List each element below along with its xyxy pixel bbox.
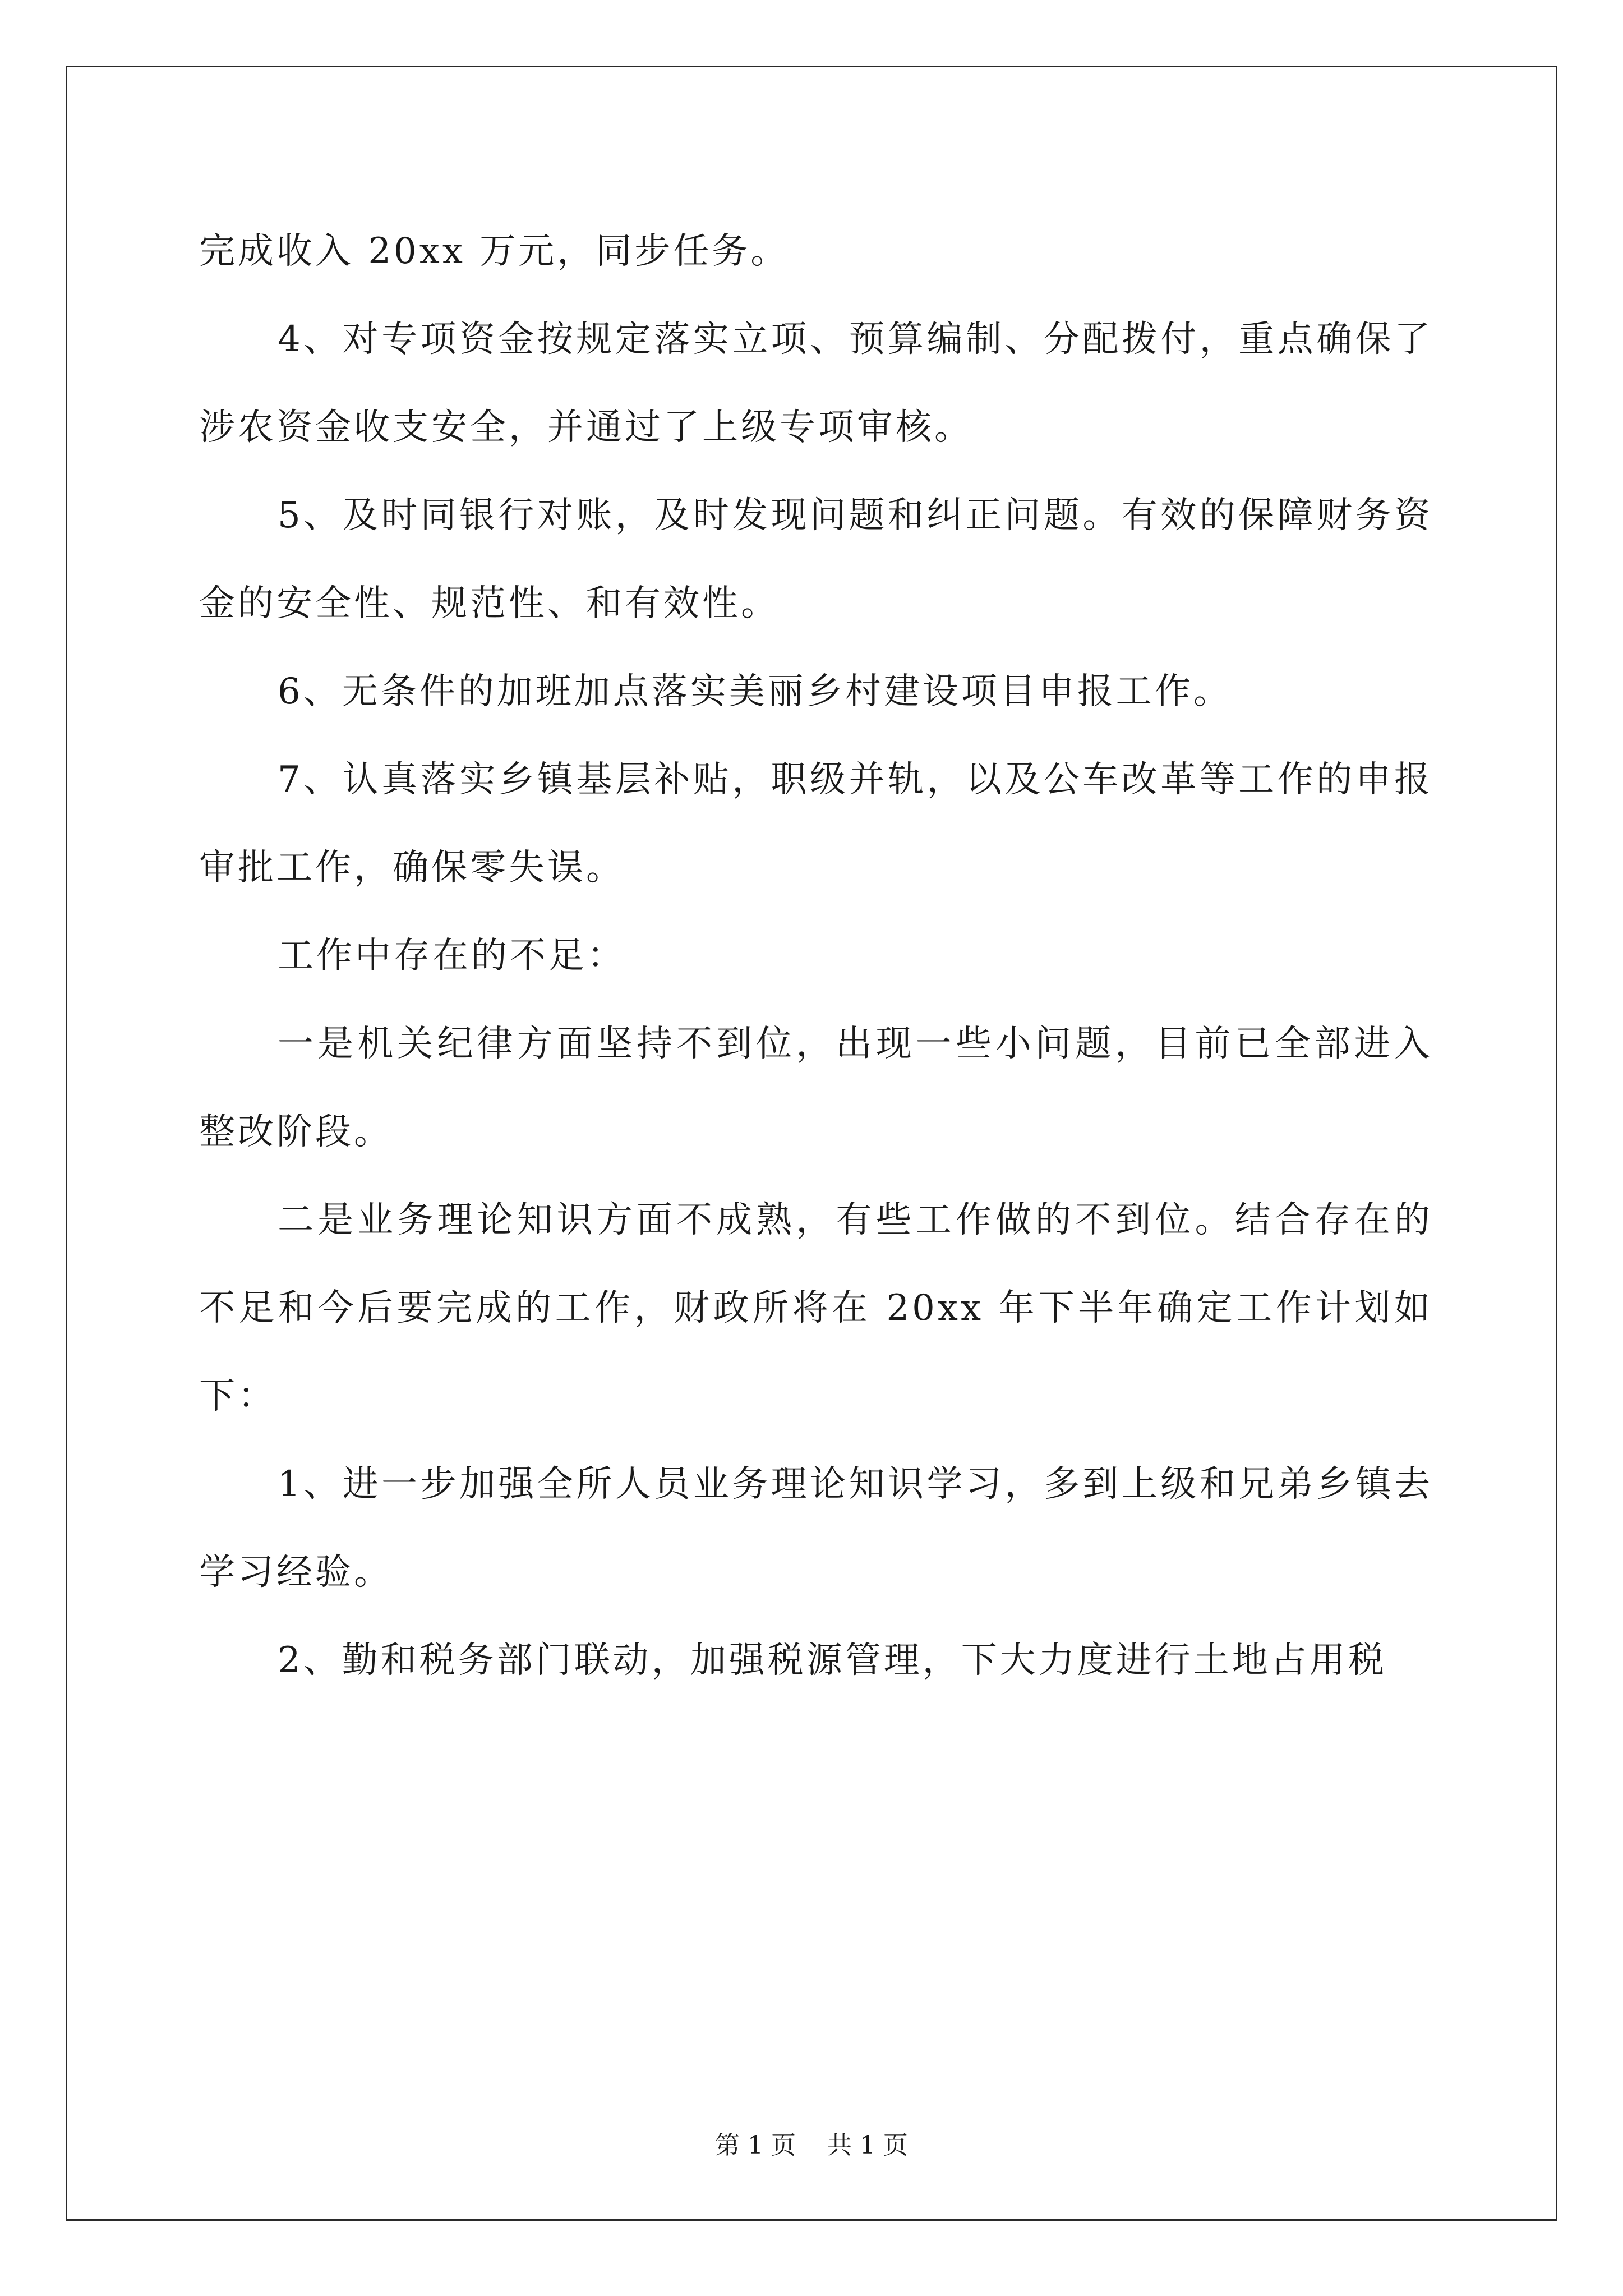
document-body (199, 208, 1433, 1705)
paragraph-1: 完成收入 20xx 万元，同步任务。 (199, 231, 790, 272)
paragraph-9: 1、进一步加强全所人员业务理论知识学习，多到上级和兄弟乡镇去学习经验。 (199, 1464, 1433, 1593)
paragraph-2: 4、对专项资金按规定落实立项、预算编制、分配拨付，重点确保了涉农资金收支安全，并通过了上级专项审核。 (199, 319, 1433, 448)
paragraph-6: 工作中存在的不足： (278, 935, 626, 977)
paragraph-7: 一是机关纪律方面坚持不到位，出现一些小问题，目前已全部进入整改阶段。 (199, 1023, 1433, 1153)
page-footer: 第 1 页 共 1 页 (715, 2131, 908, 2160)
paragraph-5: 7、认真落实乡镇基层补贴，职级并轨，以及公车改革等工作的申报审批工作，确保零失误。 (199, 759, 1433, 889)
paragraph-3: 5、及时同银行对账，及时发现问题和纠正问题。有效的保障财务资金的安全性、规范性、和有效性。 (199, 495, 1433, 624)
paragraph-10: 2、勤和税务部门联动，加强税源管理，下大力度进行土地占用税 (278, 1640, 1387, 1681)
paragraph-4: 6、无条件的加班加点落实美丽乡村建设项目申报工作。 (278, 671, 1232, 712)
paragraph-8: 二是业务理论知识方面不成熟，有些工作做的不到位。结合存在的不足和今后要完成的工作，财政所将在 20xx 年下半年确定工作计划如下： (199, 1199, 1433, 1417)
